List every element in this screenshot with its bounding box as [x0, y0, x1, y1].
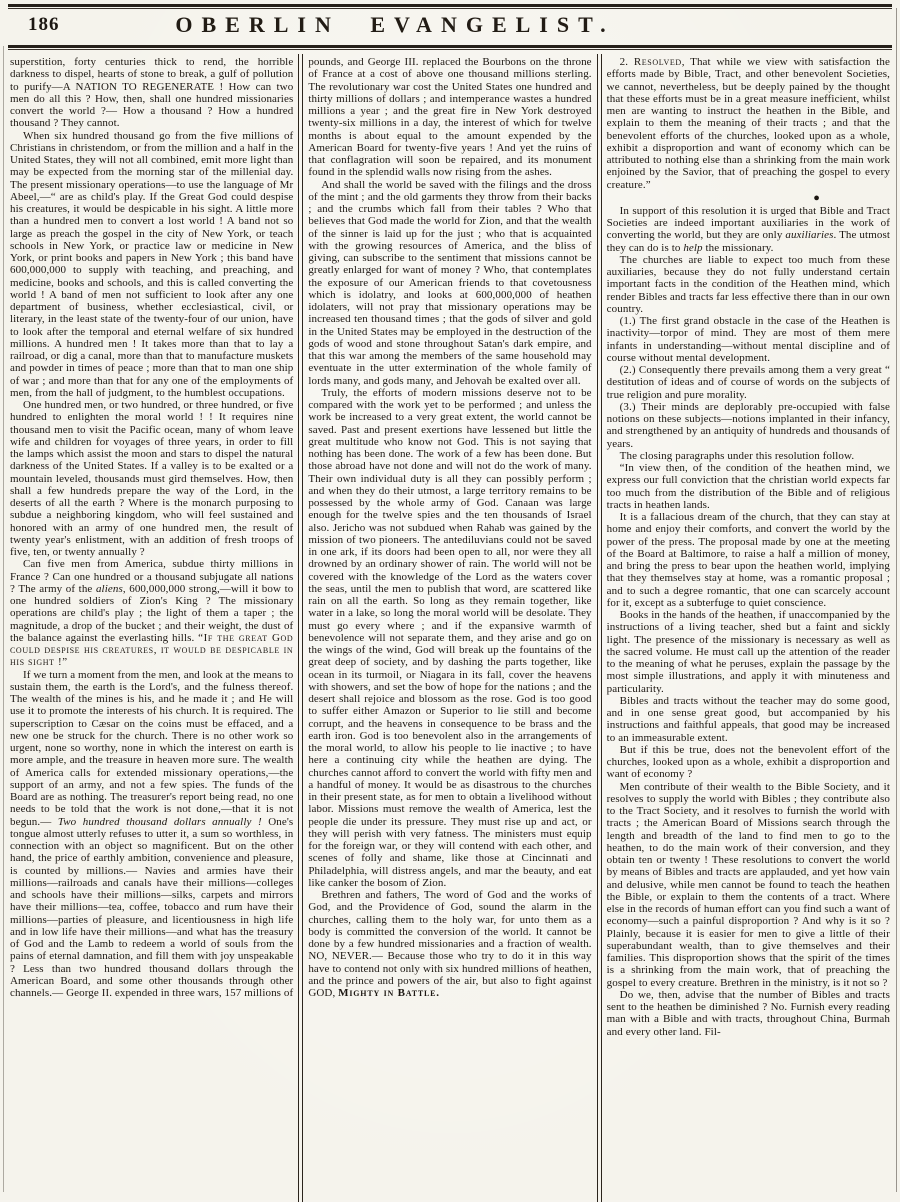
- text-run: (2.) Consequently there prevails among them a very great “ destitution of ideas and of course of words on the subjects of true religion and pure morality.: [606, 364, 890, 401]
- text-run: The closing paragraphs under this resolution follow.: [619, 449, 855, 462]
- paragraph: [607, 450, 890, 462]
- text-run: 2.: [619, 56, 634, 68]
- right-edge-rule: [896, 8, 897, 1192]
- text-run-ital: auxiliaries: [785, 229, 834, 242]
- article-columns: [6, 54, 894, 1202]
- text-run: , That while we view with satisfaction the efforts made by Bible, Tract, and other benevolent Societies, we cannot, nevertheless, but be deeply pained by the thought that these efforts must be in a great measure inefficient, whilst men are wanting to instruct the heathen in the Bible, and explain to them the meaning of their tracts ; and that the benevolent efforts of the churches, looked upon as a whole, exhibit a disproportion and want of economy which can be attributed to nothing else than a shrinking from the main work enjoined by the Savior, that of preaching the gospel to every creature.”: [606, 56, 890, 191]
- text-run: “In view then, of the condition of the heathen mind, we express our full conviction that the christian world expects far too much from the distribution of the Bible and of religious tracts in heathen lands.: [606, 462, 890, 511]
- paragraph: [607, 781, 890, 989]
- column-separator-rule: [597, 54, 602, 1202]
- text-run: (1.) The first grand obstacle in the case of the Heathen is inactivity—torpor of mind. They are most of them mere infants in understanding—without mental discipline and of course without mental development.: [606, 315, 890, 364]
- text-run: One hundred men, or two hundred, or three hundred, or five hundred to enlighten the moral world ! ! It requires nine thousand men to visit the Pacific ocean, many of whom leave wife and children for voyages of three years, in order to fill the lamps which assist the moon and stars to dispel the natural darkness of the United States. If a valley is to be exalted or a mountain leveled, thousands must gird themselves. How, then shall a few hundreds prepare the way of the Lord, in the deserts of all the earth ? Where is the monarch purposing to subdue a neighboring kingdom, who will feel sustained and honored with an army of one hundred men, the result of twenty year's enlistment, with an addition of fresh troops of five, ten, or twenty annually ?: [10, 399, 294, 558]
- column-separator-rule: [298, 54, 303, 1202]
- paragraph: [308, 179, 591, 387]
- text-run: pounds, and George III. replaced the Bourbons on the throne of France at a cost of above one thousand millions sterling. The revolutionary war cost the United States one hundred and thirty millions of dollars ; and intemperance wastes a hundred millions a year ; and the great fire in New York destroyed twenty-six millions in a day, the interest of which for twelve months is about equal to the amount expended by the American Board for twenty-five years ! And yet the ruins of that conflagration will soon be repaired, and its monument found in the splendid walls now rising from the ashes.: [308, 56, 592, 179]
- text-run: It is a fallacious dream of the church, that they can stay at home and enjoy their comforts, and convert the world by the power of the press. The proposal made by one at the meeting of the Board at Baltimore, to raise a half a million of money, and bring the press to bear upon the heathen world, implying that they themselves stay at home, was a romantic proposal ; and to such a degree romantic, that one can scarcely account for it, except as a subterfuge to quiet conscience.: [606, 511, 890, 609]
- paragraph: [10, 669, 293, 1000]
- text-run: Bibles and tracts without the teacher may do some good, and in one sense great good, but accompanied by his instructions and faithful appeals, that good may be increased to an immeasurable extent.: [606, 694, 890, 744]
- text-run: (3.) Their minds are deplorably pre-occupied with false notions on these subjects—notions implanted in their infancy, and strengthened by an antiquity of hundreds and thousands of years.: [606, 400, 890, 450]
- text-run: One's tongue almost utterly refuses to utter it, a sum so worthless, in connection with an object so magnificent. But on the other hand, the price of earthly ambition, convenience and pleasure, is counted by millions.— Navies and armies have their millions—railroads and canals have their millions—colleges and schools have their millions—silks, carpets and mirrors have their millions—tea, coffee, tobacco and rum have their millions—parties of pleasure, and licentiousness in high life and in low life have their millions—and what has the treasury of God and the Lamb to redeem a world of souls from the pains of eternal damnation, and fill them with joy unspeakable ? Less than two hundred thousand dollars through the American Board, and some other thousands through other channels.— George II. expended in three wars, 157 millions of: [10, 815, 294, 999]
- text-run: superstition, forty centuries thick to rend, the horrible darkness to dispel, hearts of stone to break, a gulf of pollution to purify—A NATION TO REGENERATE ! How can two men do all this ? How, then, shall one hundred missionaries convert the world ?— How a thousand ? How a hundred thousand ? They cannot.: [10, 56, 294, 130]
- text-run: In support of this resolution it is urged that Bible and Tract Societies are indeed important auxiliaries in the work of converting the world, but they are only: [606, 204, 890, 242]
- text-run-ital: Two hundred thousand dollars annually !: [57, 815, 262, 828]
- paragraph: [308, 889, 591, 999]
- text-run-sc: “If the great God could despise his creatures, it would be despicable in his sight !”: [10, 631, 294, 669]
- text-column-3: [603, 54, 894, 1202]
- text-column-1: [6, 54, 297, 1202]
- top-rule-thin: [8, 8, 892, 9]
- text-run: But if this be true, does not the benevolent effort of the churches, looked upon as a whole, exhibit a disproportion and want of economy ?: [606, 743, 890, 781]
- text-run: Do we, then, advise that the number of Bibles and tracts sent to the heathen be diminished ? No. Furnish every reading man with a Bible and with tracts, throughout China, Burmah and every other land. Fil-: [606, 988, 890, 1038]
- text-run: If we turn a moment from the men, and look at the means to sustain them, the earth is the Lord's, and the fulness thereof. The wealth of the mines is his, and he made it ; and He will use it to promote the interests of his church. It is required. The superscription to Cæsar on the coins must be effaced, and a new one be struck for the church. There is no other work so urgent, none so worthy, none in which the interest on earth is more ample, and the treasure in heaven more sure. The wealth of America calls for extended missionary operations,—the support of an army, and not a few spies. The funds of the Board are as nothing. The treasurer's report being read, no one needs to be told that the work is not done,—that it is not begun.—: [10, 668, 294, 828]
- paragraph: [607, 695, 890, 744]
- text-run: Can five men from America, subdue thirty millions in France ? Can one hundred or a thousand subjugate all nations ? The army of the: [10, 558, 294, 595]
- paragraph: [607, 205, 890, 254]
- paragraph: [308, 387, 591, 889]
- paragraph: [607, 364, 890, 401]
- left-edge-rule: [3, 46, 4, 1192]
- text-run: The churches are liable to expect too much from these auxiliaries, because they do not fully understand certain important facts in the condition of the Heathen mind, which render Bibles and tracts far less effective there than in our own country.: [606, 253, 890, 315]
- paragraph: [607, 462, 890, 511]
- top-rule-heavy: [8, 4, 892, 7]
- paragraph: [607, 744, 890, 781]
- text-run: ●: [813, 191, 820, 204]
- text-run: Books in the hands of the heathen, if unaccompanied by the instructions of a living teacher, shed but a faint and sickly light. The presence of the missionary is necessary as well as the sacred volume. He must call up the attention of the reader to the meaning of what he peruses, explain the passage by the most simple illustrations, and apply it with minuteness and particularity.: [606, 609, 890, 695]
- text-run: Men contribute of their wealth to the Bible Society, and it resolves to supply the world with Bibles ; they contribute also to the Tract Society, and it resolves to furnish the world with tracts ; the American Board of Missions search through the length and breadth of the land to find men to go to the heathen, to do the main work of their conversion, and they obtain ten or twenty ! These resolutions to convert the world by means of Bibles and tracts are applauded, and yet how vain and delusive, while men cannot be found to teach the heathen the Bible, or explain to them the contents of a tract. Where else in the records of human effort can you find such a want of economy—such a painful disproportion ? And why is it so ? Plainly, because it is easier for men to give a little of their superabundant wealth, than to give themselves and their families. This disproportion shows that the spirit of the times is a shrinking from the main work, that of preaching the gospel to every creature. Brethren in the ministry, is it not so ?: [606, 780, 890, 989]
- paragraph: [607, 191, 890, 205]
- paragraph: [607, 315, 890, 364]
- paragraph: [607, 56, 890, 191]
- paragraph: [607, 254, 890, 315]
- masthead-title: OBERLIN EVANGELIST.: [175, 12, 615, 37]
- header-rule-heavy: [8, 45, 892, 48]
- text-run: . The utmost they can do is to: [606, 229, 890, 254]
- header-rule-thin: [8, 49, 892, 50]
- text-run: Brethren and fathers, The word of God and the works of God, and the Providence of God, sound the alarm in the churches, calling them to the holy war, for unto them as a body is committed the conversion of the world. It cannot be done by a few hundred missionaries and a fraction of wealth. NO, NEVER.— Because those who try to do it in this way have to contend not only with six hundred millions of heathen, and the prince and powers of the air, but also to fight against GOD,: [308, 889, 592, 999]
- text-run-scbold: Mighty in Battle.: [338, 987, 440, 999]
- text-run-ital: aliens: [95, 582, 123, 595]
- paragraph: [607, 511, 890, 609]
- text-run-sc: Resolved: [633, 56, 682, 68]
- paragraph: [10, 399, 293, 558]
- paragraph: [10, 130, 293, 400]
- text-run: Truly, the efforts of modern missions deserve not to be compared with the work yet to be performed ; and unless the work be increased to a very great extent, the world cannot be saved. Past and present exertions have lessened but little the great multitude who know not God. This is not saying that nothing has been done. The work of a few has been done. But those abroad have not done and will not do the work of many. Their own individual duty is all they can possibly perform ; and when they do their utmost, a large territory remains to be possessed by the whole army of God. Canaan was large enough for the twelve spies and the ten thousands of Israel also. Jericho was not subdued when Rahab was gained by the mission of two pioneers. The antediluvians could not be saved in one ark, if its doors had been open to all, nor were they all drowned by an ordinary shower of rain. The world will not be covered with the knowledge of the Lord as the waters cover the seas, until the men to publish that word, are scattered like rain on all the earth. So long as they remain together, like water in a lake, so long the moral world will be desolate. They must go every where ; and if the expansive warmth of benevolence will not separate them, and they arise and go on the wings of the wind, God will break up the fountains of the great deep of society, and by dashing the parts together, like ocean in its turmoil, or Niagara in its fall, cover the heavens with showers, and set the bow of hope for the nations ; and the desert shall rejoice and blossom as the rose. God is too good to suffer either Amazon or Superior to lie still and become corrupt, and the heavens in consequence to be brass and the earth iron. God is too benevolent also in the arrangements of the moral world, to allow his people to lie inactive ; to have here a continuing city while the heathen are dying. The churches cannot afford to convert the world with fifty men and a handful of money. It would be as disastrous to the churches in their present state, as for men to obtain a livelihood without labor. Missions must remove the wealth of America, lest the people die under its pressure. They must rise up and act, or they will perish with very fatness. The ministers must equip for the foreign war, or they will contend with each other, and scenes of folly and shame, like those at Cincinnati and Philadelphia, will distress angels, and mar the beauty, and eat like canker the bosom of Zion.: [308, 386, 592, 889]
- text-run: the missionary.: [702, 241, 774, 254]
- text-run: And shall the world be saved with the filings and the dross of the mint ; and the old garments they throw from their backs ; and the crumbs which fall from their tables ? Who that believes that God made the world for Zion, and that the wealth of the sinner is laid up for the just ; who that is acquainted with the growing resources of America, and the bliss of giving, can subscribe to the sentiment that missions cannot be greatly enlarged for want of money ? Who, that contemplates the exposure of our American friends to that covetousness which is idolatry, and looks at 600,000,000 of heathen idolaters, will not pray that missionary operations may be increased ten thousand times ; that the gods of silver and gold in the United States may be employed in the destruction of the gods of wood and stone throughout Satan's dark empire, and that this war among the members of the same household may eventuate in the utter extermination of the whole family of lords many, and gods many, and Jehovah be exalted over all.: [308, 178, 592, 387]
- paragraph: [607, 609, 890, 695]
- paragraph: [10, 56, 293, 130]
- text-run: , 600,000,000 strong,—will it bow to one hundred soldiers of Zion's King ? The missionary operations are child's play ; the light of them a taper ; the magnitude, a drop of the bucket ; and their weight, the dust of the balance against the everlasting hills.: [10, 582, 294, 644]
- paragraph: [10, 558, 293, 668]
- paragraph: [308, 56, 591, 179]
- text-run-ital: help: [683, 241, 703, 254]
- page-number: 186: [28, 14, 60, 35]
- header: [6, 11, 894, 43]
- paragraph: [607, 989, 890, 1038]
- paragraph: [607, 401, 890, 450]
- text-column-2: [304, 54, 595, 1202]
- text-run: When six hundred thousand go from the five millions of Christians in christendom, or from the million and a half in the United States, they will not all combined, emit more light than may be expected from the morning star of the millenial day. The present missionary operations—to use the language of Mr Abeel,—“ are as child's play. If the Great God could despise his creatures, it would be despicable in his sight. A little more than a hundred men to convert a lost world ! A band not so large as preach the gospel in the city of New York, or teach schools in New York, or practice law or medicine in New York, or print books and papers in New York ; this band have 600,000,000 to supply with teaching, and preaching, and medicine, books and schools, and this is called converting the world ! A band of men not sufficient to look after any one department of business, whether ecclesiastical, civil, or literary, in the least state of the twenty-four of our union, have to look after the temporal and eternal welfare of six hundred millions. A hundred men ! It takes more than that to lay a railroad, or dig a canal, more than that to manufacture muskets and powder in times of peace ; more than that to man one ship of war ; and more than that for any one of the employments of men, from the hall of judgment, to the humblest occupations.: [10, 129, 294, 399]
